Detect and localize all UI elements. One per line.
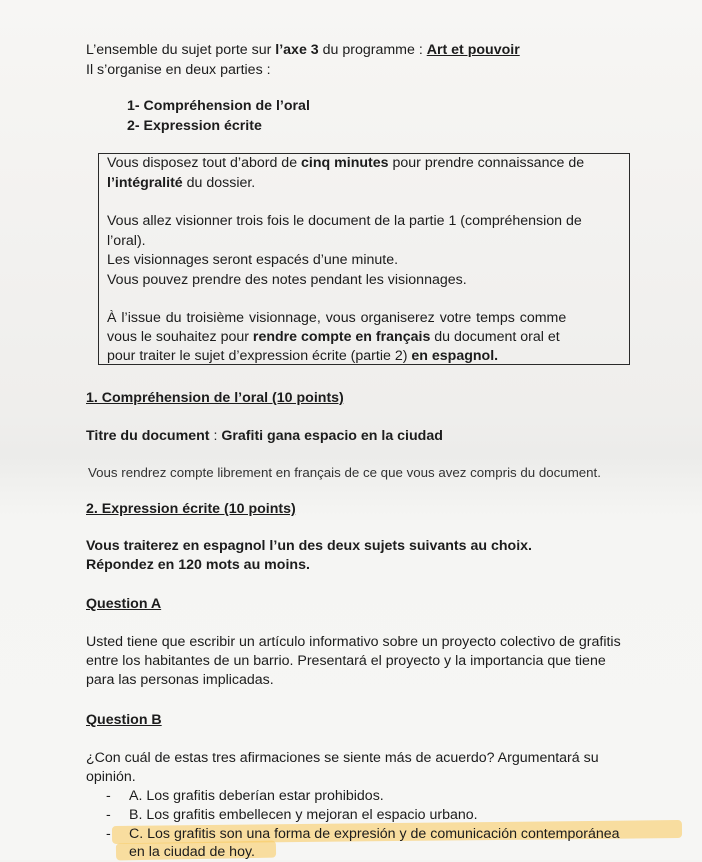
question-a-line-1: Usted tiene que escribir un artículo informativo sobre un proyecto colectivo de grafitis	[86, 634, 621, 650]
box-text: vous le souhaitez pour	[107, 329, 253, 345]
section-2-instruction-1: Vous traiterez en espagnol l’un des deux sujets suivants au choix.	[86, 538, 532, 554]
option-c-line-2: en la ciudad de hoy.	[129, 844, 255, 860]
box-p2-line-2: l’oral).	[107, 233, 146, 249]
box-text: pour prendre connaissance de	[388, 155, 585, 171]
box-p1-line-2	[107, 174, 255, 193]
section-1-instruction: Vous rendrez compte librement en français de ce que vous avez compris du document.	[88, 465, 601, 480]
document-title-line	[86, 427, 443, 446]
box-p3-line-3	[107, 347, 498, 366]
box-text: du dossier.	[182, 175, 256, 191]
box-bold: en espagnol.	[411, 348, 499, 364]
option-c-line-1: C. Los grafitis son una forma de expresión y de comunicación contemporánea	[129, 826, 620, 842]
intro-line-2: Il s’organise en deux parties :	[86, 62, 271, 78]
section-2-instruction-2: Répondez en 120 mots au moins.	[86, 557, 310, 573]
box-p1-line-1	[107, 154, 584, 173]
box-text: Vous disposez tout d’abord de	[107, 155, 302, 171]
theme-label: Art et pouvoir	[426, 42, 520, 58]
box-p2-line-4: Vous pouvez prendre des notes pendant les visionnages.	[107, 272, 467, 288]
title-separator: :	[209, 428, 222, 444]
box-bold: cinq minutes	[301, 155, 389, 171]
question-a-line-3: para las personas implicadas.	[86, 672, 274, 688]
part-1-label: 1- Compréhension de l’oral	[127, 98, 310, 114]
option-a: A. Los grafitis deberían estar prohibidos.	[129, 788, 384, 804]
section-1-heading: 1. Compréhension de l’oral (10 points)	[86, 390, 344, 406]
title-value: Grafiti gana espacio en la ciudad	[221, 428, 443, 444]
box-p3-line-1: À l’issue du troisième visionnage, vous organiserez votre temps comme	[107, 310, 567, 326]
section-2-heading: 2. Expression écrite (10 points)	[86, 501, 296, 517]
axis-label: l’axe 3	[275, 42, 319, 58]
box-p3-line-2	[107, 328, 560, 347]
box-p2-line-1: Vous allez visionner trois fois le document de la partie 1 (compréhension de	[107, 213, 582, 229]
intro-text: du programme :	[318, 42, 427, 58]
box-text: pour traiter le sujet d’expression écrite (partie 2)	[107, 348, 412, 364]
box-p2-line-3: Les visionnages seront espacés d’une minute.	[107, 252, 399, 268]
box-bold: rendre compte en français	[252, 329, 431, 345]
option-a-dash: -	[106, 788, 111, 804]
question-b-line-2: opinión.	[86, 769, 136, 785]
option-b-dash: -	[106, 807, 111, 823]
intro-line-1	[86, 41, 520, 60]
title-label: Titre du document	[86, 428, 210, 444]
option-c-dash: -	[106, 826, 111, 842]
question-b-heading: Question B	[86, 712, 162, 728]
option-b: B. Los grafitis embellecen y mejoran el espacio urbano.	[129, 807, 478, 823]
question-a-line-2: entre los habitantes de un barrio. Presentará el proyecto y la importancia que tiene	[86, 653, 606, 669]
part-2-label: 2- Expression écrite	[127, 118, 262, 134]
box-bold: l’intégralité	[107, 175, 183, 191]
question-b-line-1: ¿Con cuál de estas tres afirmaciones se siente más de acuerdo? Argumentará su	[86, 750, 599, 766]
question-a-heading: Question A	[86, 596, 162, 612]
intro-text: L’ensemble du sujet porte sur	[86, 42, 276, 58]
box-text: du document oral et	[430, 329, 560, 345]
